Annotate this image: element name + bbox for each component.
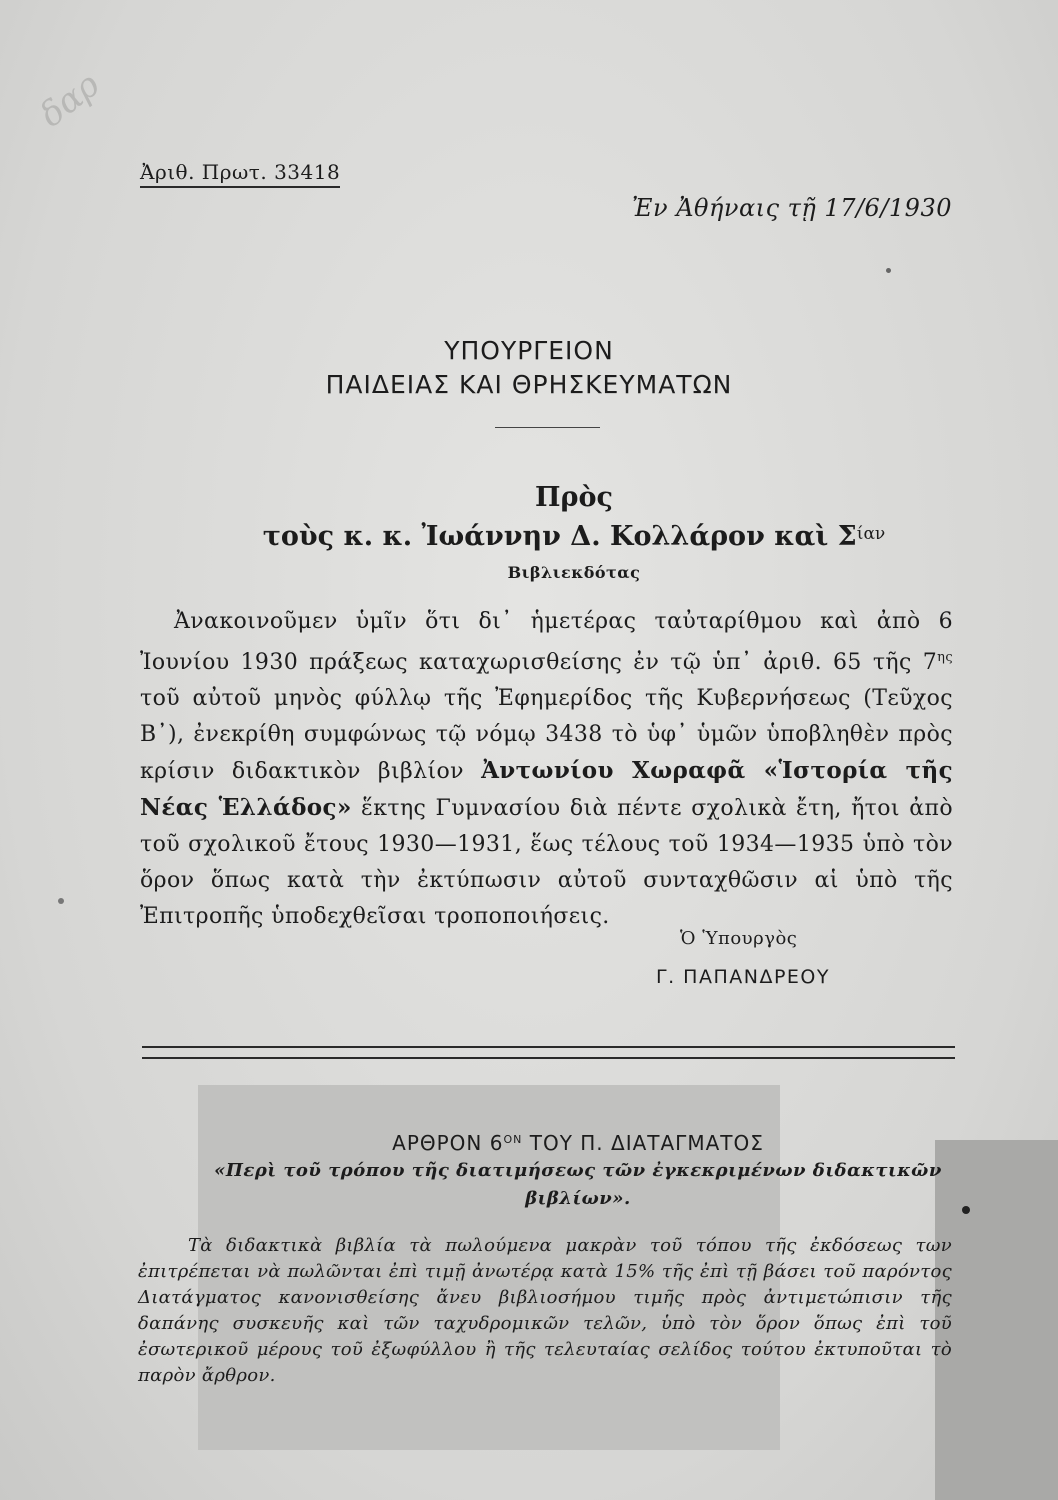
- ministry-line-2: ΠΑΙΔΕΙΑΣ ΚΑΙ ΘΡΗΣΚΕΥΜΑΤΩΝ: [325, 370, 733, 399]
- recipient-name-text: τοὺς κ. κ. Ἰωάννην Δ. Κολλάρον καὶ Σ: [262, 521, 857, 552]
- body-part-3: ἕκτης Γυμνασίου διὰ πέντε σχολικὰ ἔτη, ἤτοι ἀπὸ τοῦ σχολικοῦ ἔτους 1930—1931, ἕως τέλους τοῦ 1934—1935 ὑπὸ τὸν ὅρον ὅπως κατὰ τὴν ἐκτύπωσιν αὐτοῦ συνταχθῶσιν αἱ ὑπὸ τῆς Ἐπιτροπῆς ὑποδεχθεῖσαι τροποποιήσεις.: [140, 796, 953, 929]
- recipient-pros: Πρὸς: [535, 482, 613, 513]
- body-part-2: τοῦ αὐτοῦ μηνὸς φύλλῳ τῆς Ἐφημερίδος τῆς Κυβερνήσεως (Τεῦχος Β᾽), ἐνεκρίθη συμφώνως τῷ νόμῳ 3438 τὸ ὑφ᾽ ὑμῶν ὑποβληθὲν πρὸς κρίσιν διδακτικὸν βιβλίον: [140, 686, 953, 784]
- header-divider: [495, 427, 600, 428]
- article-title: [198, 1126, 958, 1157]
- article-body: [138, 1233, 958, 1389]
- body-part-1-sup: ης: [937, 650, 953, 665]
- article-title-sup: ΟΝ: [503, 1133, 523, 1146]
- ministry-line-1: ΥΠΟΥΡΓΕΙΟΝ: [444, 336, 614, 365]
- protocol-number: Ἀριθ. Πρωτ. 33418: [140, 160, 340, 188]
- date-line: Ἐν Ἀθήναις τῇ 17/6/1930: [632, 194, 952, 222]
- ministry-header: [0, 334, 1058, 402]
- ink-speck: [58, 898, 64, 904]
- article-paragraph: Τὰ διδακτικὰ βιβλία τὰ πωλούμενα μακρὰν τοῦ τόπου τῆς ἐκδόσεως των ἐπιτρέπεται νὰ πωλῶνται ἐπὶ τιμῇ ἀνωτέρᾳ κατὰ 15% τῆς ἐπὶ τῇ βάσει τοῦ παρόντος Διατάγματος κανονισθείσης ἄνευ βιβλιοσήμου τιμῆς πρὸς ἀντιμετώπισιν τῆς δαπάνης συσκευῆς καὶ τῶν ταχυδρομικῶν τελῶν, ὑπὸ τὸν ὅρον ὅπως ἐπὶ τοῦ ἐσωτερικοῦ μέρους τοῦ ἐξωφύλλου ἢ τῆς τελευταίας σελίδος τούτου ἐκτυποῦται τὸ παρὸν ἄρθρον.: [138, 1235, 952, 1386]
- letter-paragraph: [140, 604, 953, 935]
- recipient-name-sup: ίαν: [856, 524, 886, 544]
- article-title-pre: ΑΡΘΡΟΝ 6: [392, 1131, 504, 1155]
- recipient-block: [0, 480, 1058, 582]
- recipient-name: [90, 516, 1058, 555]
- article-subtitle: «Περὶ τοῦ τρόπου τῆς διατιμήσεως τῶν ἐγκεκριμένων διδακτικῶν βιβλίων».: [214, 1160, 942, 1209]
- signature-name: Γ. ΠΑΠΑΝΔΡΕΟΥ: [656, 966, 830, 988]
- section-divider: [142, 1046, 955, 1059]
- ink-speck: [886, 268, 891, 273]
- handwritten-note: δαρ: [32, 64, 108, 136]
- signature-title: Ὁ Ὑπουργὸς: [680, 928, 798, 949]
- letter-body: [140, 604, 953, 935]
- ink-speck: [962, 1206, 970, 1214]
- body-part-1: Ἀνακοινοῦμεν ὑμῖν ὅτι δι᾽ ἡμετέρας ταὐταρίθμου καὶ ἀπὸ 6 Ἰουνίου 1930 πράξεως καταχωρισθείσης ἐν τῷ ὑπ᾽ ἀριθ. 65 τῆς 7: [140, 609, 953, 675]
- article-title-post: ΤΟΥ Π. ΔΙΑΤΑΓΜΑΤΟΣ: [522, 1131, 764, 1155]
- book-title: Ἀντωνίου Χωραφᾶ «Ἱστορία τῆς Νέας Ἑλλάδος»: [140, 757, 953, 821]
- article-section: [138, 1126, 958, 1389]
- recipient-role: Βιβλιεκδότας: [507, 563, 641, 582]
